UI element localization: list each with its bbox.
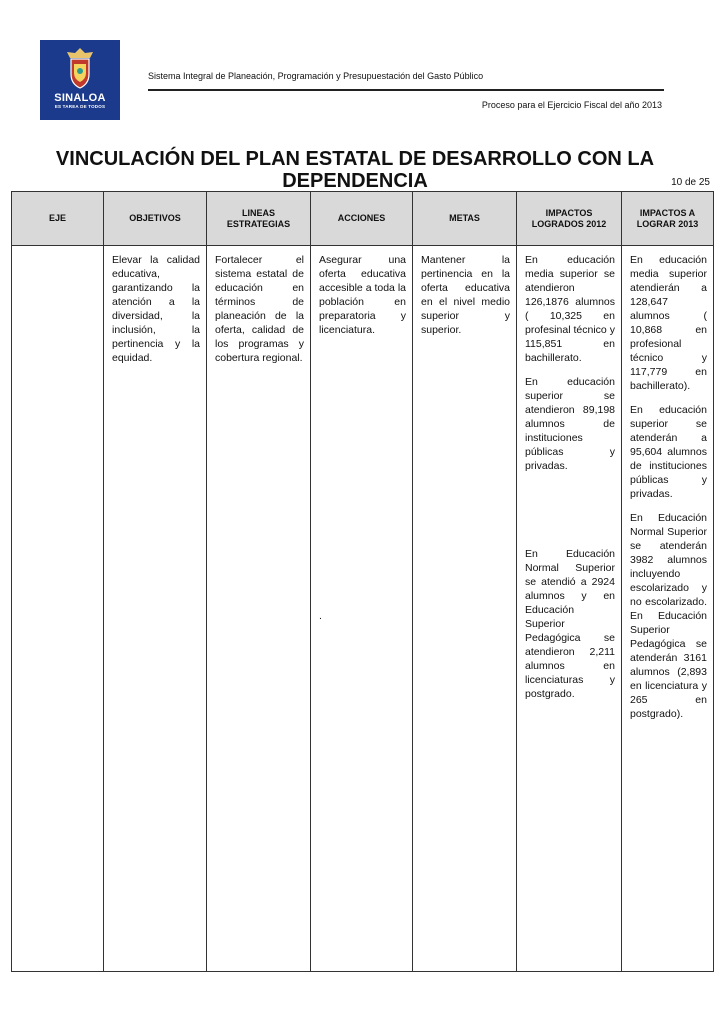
sinaloa-logo	[40, 40, 120, 120]
lineas-text: Fortalecer el sistema estatal de educación en términos de planeación de la oferta, calidad de los programas y cobertura regional.	[215, 254, 304, 364]
header-logrados: IMPACTOS LOGRADOS 2012	[517, 192, 622, 246]
cell-objetivos	[104, 246, 207, 972]
header-objetivos: OBJETIVOS	[104, 192, 207, 246]
header-divider	[148, 89, 664, 91]
header-lineas: LINEAS ESTRATEGIAS	[207, 192, 311, 246]
cell-eje	[12, 246, 104, 972]
cell-acciones	[311, 246, 413, 972]
logrados-paragraph: En educación media superior se atendieron 126,1876 alumnos ( 10,325 en profesinal técnico y 115,851 en bachillerato.	[525, 254, 615, 364]
lograr-paragraph: En educación media superior atendierán a 128,647 alumnos ( 10,868 en profesional técnico y 117,779 en bachillerato).	[630, 254, 707, 392]
objetivos-text: Elevar la calidad educativa, garantizando la atención a la diversidad, la inclusión, la pertinencia y la equidad.	[112, 254, 200, 364]
header-acciones: ACCIONES	[311, 192, 413, 246]
logo-tagline: ES TAREA DE TODOS	[54, 104, 106, 109]
coat-of-arms-icon	[63, 46, 97, 90]
linkage-table	[11, 191, 714, 972]
page-title: VINCULACIÓN DEL PLAN ESTATAL DE DESARROLLO CON LA DEPENDENCIA	[55, 148, 655, 192]
logrados-paragraph: En Educación Normal Superior se atendió a 2924 alumnos y en Educación Superior Pedagógica se atendieron 2,211 alumnos en licenciaturas y postgrado.	[525, 548, 615, 700]
acciones-note: .	[319, 610, 322, 622]
logrados-paragraph: En educación superior se atendieron 89,198 alumnos de instituciones públicas y privadas.	[525, 376, 615, 472]
table-row	[12, 246, 714, 972]
logo-brand: SINALOA	[54, 92, 106, 104]
system-title: Sistema Integral de Planeación, Programación y Presupuestación del Gasto Público	[148, 71, 484, 81]
header-metas: METAS	[413, 192, 517, 246]
cell-logrados	[517, 246, 622, 972]
lograr-paragraph: En Educación Normal Superior se atenderán 3982 alumnos incluyendo escolarizado y no escolarizado. En Educación Superior Pedagógica se atenderán 3161 alumnos (2,893 en licenciatura y 265 en postgrado).	[630, 512, 707, 720]
acciones-text: Asegurar una oferta educativa accesible a toda la población en preparatoria y licenciatura.	[319, 254, 406, 336]
cell-lograr	[622, 246, 714, 972]
header-eje: EJE	[12, 192, 104, 246]
metas-text: Mantener la pertinencia en la oferta educativa en el nivel medio superior y superior.	[421, 254, 510, 336]
header-lograr: IMPACTOS A LOGRAR 2013	[622, 192, 714, 246]
cell-lineas	[207, 246, 311, 972]
page-number: 10 de 25	[671, 177, 710, 188]
lograr-paragraph: En educación superior se atenderán a 95,604 alumnos de instituciones públicas y privadas.	[630, 404, 707, 500]
cell-metas	[413, 246, 517, 972]
table-header-row	[12, 192, 714, 246]
process-title: Proceso para el Ejercicio Fiscal del año 2013	[481, 100, 662, 110]
